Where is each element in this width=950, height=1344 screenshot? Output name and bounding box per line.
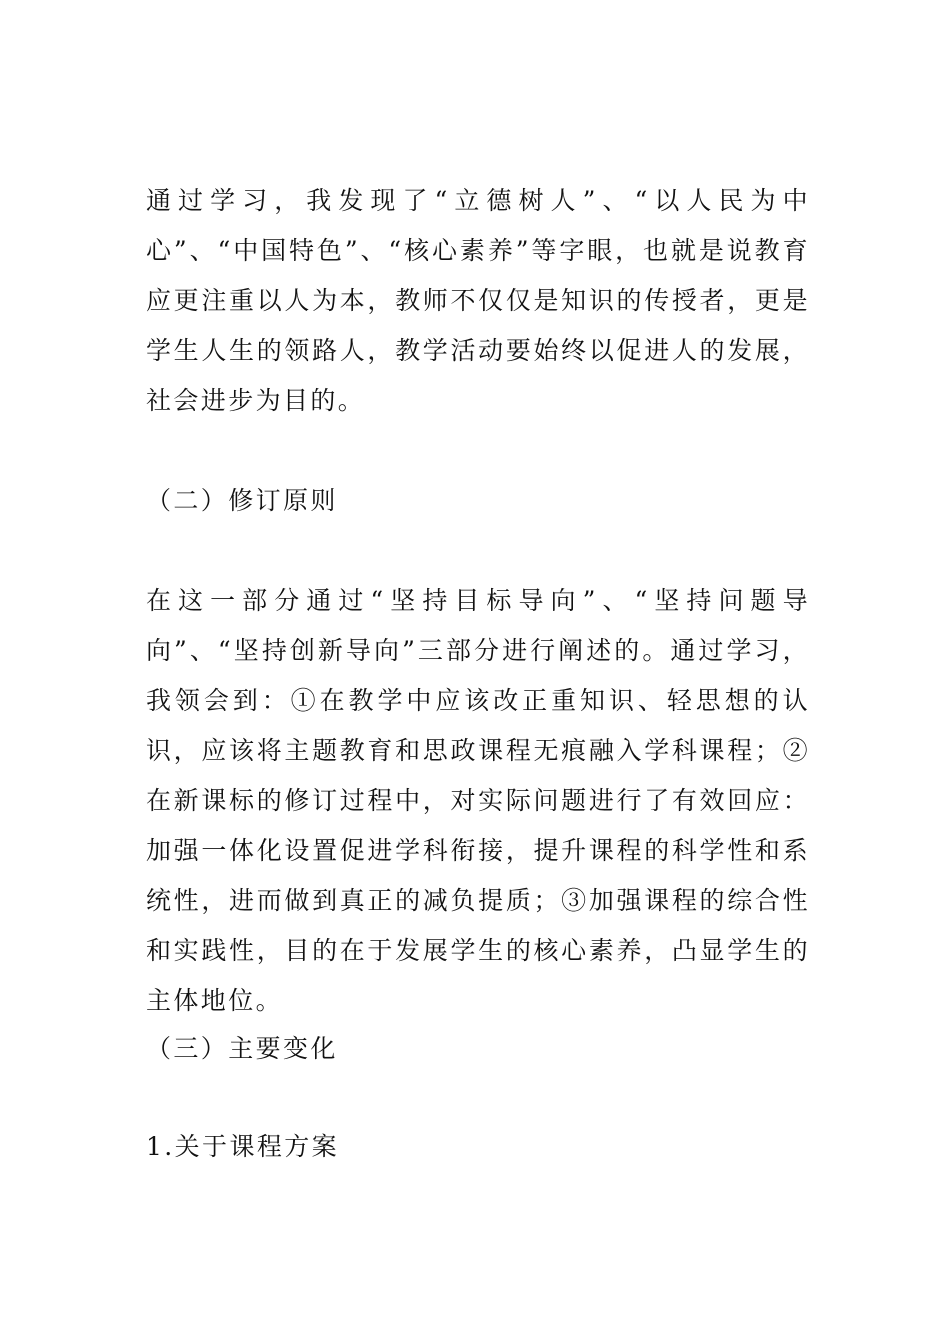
subsection-heading-curriculum-plan: 1.关于课程方案 [146,1132,340,1161]
paragraph-revision-principles: 在这一部分通过“坚持目标导向”、“坚持问题导向”、“坚持创新导向”三部分进行阐述的。通过学习，我领会到：①在教学中应该改正重知识、轻思想的认识，应该将主题教育和思政课程无痕融入学科课程；②在新课标的修订过程中，对实际问题进行了有效回应：加强一体化设置促进学科衔接，提升课程的科学性和系统性，进而做到真正的减负提质；③加强课程的综合性和实践性，目的在于发展学生的核心素养，凸显学生的主体地位。 [146,586,810,1015]
section-heading-revision-principles: （二）修订原则 [146,486,338,515]
paragraph-learning-reflection: 通过学习，我发现了“立德树人”、“以人民为中心”、“中国特色”、“核心素养”等字眼，也就是说教育应更注重以人为本，教师不仅仅是知识的传授者，更是学生人生的领路人，教学活动要始终以促进人的发展，社会进步为目的。 [146,186,810,415]
section-heading-main-changes: （三）主要变化 [146,1034,338,1063]
